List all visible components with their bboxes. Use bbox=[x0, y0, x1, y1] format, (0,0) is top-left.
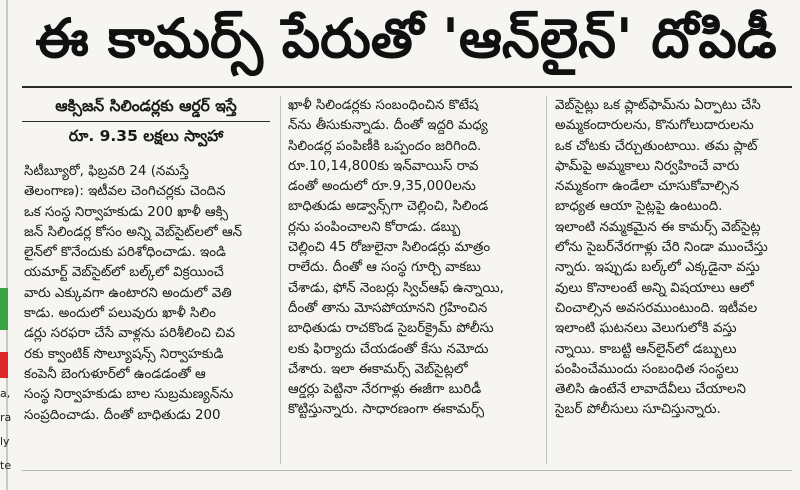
text-line: ఫామ్‌పై అమ్మకాలు నిర్వహించే వారు bbox=[555, 158, 740, 174]
article-bottom-rule bbox=[22, 470, 792, 471]
text-line: దీంతో తాను మోసపోయానని గ్రహించిన bbox=[288, 300, 488, 316]
headline-rule bbox=[22, 86, 792, 88]
body-column-1 bbox=[24, 162, 272, 426]
text-line: బాధ్యత ఆయా సైట్లపై ఉంటుంది. bbox=[555, 199, 723, 215]
text-line: అమ్మకందారులను, కొనుగోలుదారులను bbox=[555, 118, 754, 134]
text-line: యమార్ట్ వెబ్‌సైట్‌లో బల్క్‌లో విక్రయించే bbox=[24, 265, 224, 281]
text-line: లైన్‌లో కొనేందుకు పరిశోధించాడు. ఇండి bbox=[24, 245, 226, 261]
text-line: లోను సైబర్‌నేరగాళ్లు చేరి నిండా ముంచేస్తు bbox=[555, 240, 768, 256]
text-line: వులు కొనాలంటే అన్ని విషయాలు ఆలో bbox=[555, 280, 754, 296]
text-line: సంస్థ నిర్వాహకుడు బాల సుబ్రమణ్యన్‌ను bbox=[24, 387, 234, 403]
text-line: ఖాళీ సిలిండర్లకు సంబంధించిన కొటేష bbox=[288, 98, 479, 113]
text-line: న్నారు. ఇప్పుడు బల్క్‌లో ఎక్కడైనా వస్తు bbox=[555, 260, 760, 276]
body-column-2 bbox=[288, 96, 536, 421]
text-line: బాధితుడు అడ్వాన్స్‌గా చెల్లించి, సిలిండ bbox=[288, 199, 489, 215]
text-line: డంతో అందులో రూ.9,35,000లను bbox=[288, 179, 476, 195]
subheading-line-2: రూ. 9.35 లక్షలు స్వాహా bbox=[68, 127, 224, 145]
text-line: చించాల్సిన అవసరముంటుంది. ఇటీవల bbox=[555, 300, 758, 316]
text-line: ఇలాంటి నమ్మకమైన ఈ కామర్స్ వెబ్‌సైట్ల bbox=[555, 219, 761, 235]
adjacent-text-fragment: te bbox=[0, 459, 12, 472]
text-line: డర్లు సరఫరా చేసే వాళ్లను పరిశీలించి చివ bbox=[24, 326, 235, 342]
text-line: ఆర్డర్లు పెట్టినా నేరగాళ్లు ఈజీగా బురిడీ bbox=[288, 382, 482, 398]
article-subheading bbox=[22, 93, 270, 153]
text-line: చెల్లించి 45 రోజులైనా సిలిండర్లు మాత్రం bbox=[288, 240, 491, 256]
text-line: ర్లను పంపించాలని కోరాడు. డబ్బు bbox=[288, 219, 461, 235]
column-divider bbox=[280, 96, 281, 464]
text-line: ఒక చోటకు చేర్చుతుంటాయి. తమ ప్లాట్ bbox=[555, 138, 758, 154]
text-line: పంపించేముందు సంబంధిత సంస్థలు bbox=[555, 361, 739, 377]
text-line: నమ్మకంగా ఉండేలా చూసుకోవాల్సిన bbox=[555, 179, 739, 195]
text-line: సిలిండర్ల పంపిణీకి ఒప్పందం జరిగింది. bbox=[288, 138, 482, 154]
text-line: రకు క్వాంటిక్ సొల్యూషన్స్ నిర్వాహకుడి bbox=[24, 346, 224, 362]
text-line: రూ.10,14,800కు ఇన్‌వాయిస్ రావ bbox=[288, 158, 479, 174]
text-line: వారు ఎక్కువగా ఉంటారని అందులో వెతి bbox=[24, 285, 232, 301]
text-line: జన్ సిలిండర్ల కోసం అన్ని వెబ్‌సైట్‌లలో ఆన్ bbox=[24, 224, 243, 240]
text-line: చేశారు. ఇలా ఈకామర్స్ వెబ్‌సైట్లలో bbox=[288, 361, 468, 377]
adjacent-text-fragment: ra bbox=[0, 411, 12, 424]
subheading-line-1: ఆక్సిజన్ సిలిండర్లకు ఆర్డర్ ఇస్తే bbox=[22, 93, 270, 122]
article-headline: ఈ కామర్స్ పేరుతో 'ఆన్‌లైన్' దోపిడీ bbox=[35, 6, 777, 70]
text-line: వెబ్‌సైట్లు ఒక ప్లాట్‌ఫామ్‌ను ఏర్పాటు చేసి bbox=[555, 98, 761, 113]
text-line: సంప్రదించాడు. దీంతో బాధితుడు 200 bbox=[24, 407, 221, 423]
adjacent-text-fragment: ly bbox=[0, 435, 10, 448]
text-line: కాడు. అందులో పలువురు ఖాళీ సిలిం bbox=[24, 306, 216, 322]
text-line: కొట్టిస్తున్నారు. సాధారణంగా ఈకామర్స్ bbox=[288, 402, 485, 418]
text-line: ఒక సంస్థ నిర్వాహకుడు 200 ఖాళీ ఆక్సి bbox=[24, 204, 229, 220]
text-line: తెలిసి ఉంటేనే లావాదేవీలు చేయాలని bbox=[555, 382, 746, 398]
text-line: తెలంగాణ): ఇటీవల చెంగిచర్లకు చెందిన bbox=[24, 184, 226, 200]
text-line: న్నాయి. కాబట్టి ఆన్‌లైన్‌లో డబ్బులు bbox=[555, 341, 737, 357]
adjacent-article-red-strip bbox=[0, 352, 8, 378]
text-line: సైబర్ పోలీసులు సూచిస్తున్నారు. bbox=[555, 402, 721, 418]
column-divider bbox=[546, 96, 547, 464]
text-line: ఇలాంటి ఘటనలు వెలుగులోకి వస్తు bbox=[555, 321, 737, 337]
text-line: న్‌ను తీసుకున్నాడు. దీంతో ఇద్దరి మధ్య bbox=[288, 118, 488, 134]
text-line: లకు ఫిర్యాదు చేయడంతో కేసు నమోదు bbox=[288, 341, 489, 357]
adjacent-article-green-strip bbox=[0, 288, 8, 330]
text-line: సిటీబ్యూరో, ఫిబ్రవరి 24 (నమస్తే bbox=[24, 164, 189, 179]
text-line: బాధితుడు రాచకొండ సైబర్‌క్రైమ్ పోలీసు bbox=[288, 321, 494, 337]
body-column-3 bbox=[555, 96, 793, 421]
text-line: కంపెనీ బెంగుళూర్‌లో ఉండడంతో ఆ bbox=[24, 366, 206, 382]
text-line: రాలేదు. దీంతో ఆ సంస్థ గూర్చి వాకబు bbox=[288, 260, 481, 276]
text-line: చేశాడు, ఫోన్ నెంబర్లు స్విచ్‌ఆఫ్ ఉన్నాయి, bbox=[288, 280, 504, 296]
adjacent-text-fragment: a, bbox=[0, 387, 11, 400]
